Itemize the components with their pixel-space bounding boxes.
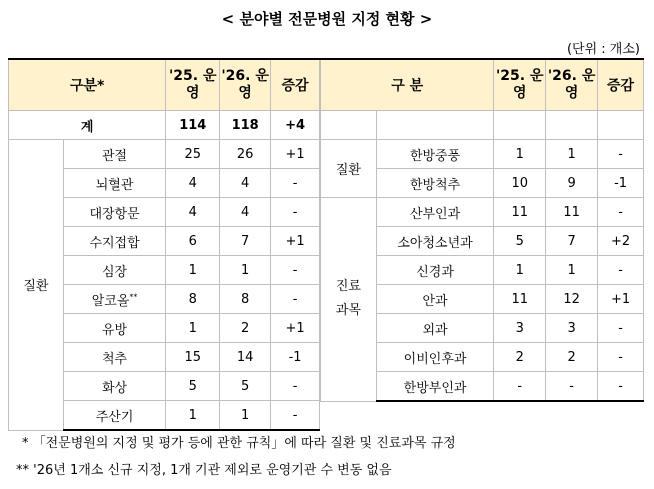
- row-change: -: [598, 198, 644, 227]
- row-name: 주산기: [63, 401, 166, 431]
- left-total-y26: 118: [220, 111, 271, 140]
- left-header-y26: '26. 운영: [220, 59, 271, 111]
- row-change: -: [271, 256, 320, 285]
- group2-label-line1: 진료: [335, 279, 361, 295]
- row-name: 화상: [63, 372, 166, 401]
- row-y25: 4: [166, 169, 220, 198]
- row-y26: 4: [220, 169, 271, 198]
- row-y25: 11: [494, 198, 546, 227]
- row-y25: 1: [166, 256, 220, 285]
- row-name: 척추: [63, 343, 166, 372]
- row-name: 한방부인과: [376, 372, 494, 402]
- row-change: -: [598, 140, 644, 169]
- page-title: < 분야별 전문병원 지정 현황 >: [221, 10, 433, 28]
- footnote-marker: **: [129, 292, 138, 302]
- table-row: [9, 140, 320, 169]
- table-row: [321, 140, 644, 169]
- row-change: -: [598, 372, 644, 402]
- row-change: -1: [598, 169, 644, 198]
- row-y25: 1: [166, 401, 220, 431]
- row-y25: -: [494, 372, 546, 402]
- row-name: 외과: [376, 314, 494, 343]
- row-y25: 3: [494, 314, 546, 343]
- row-name: 관절: [63, 140, 166, 169]
- row-change: +1: [598, 285, 644, 314]
- row-y25: 5: [494, 227, 546, 256]
- row-name: 소아청소년과: [376, 227, 494, 256]
- row-change: -: [598, 343, 644, 372]
- row-y25: 1: [166, 314, 220, 343]
- row-name: 뇌혈관: [63, 169, 166, 198]
- row-change: +1: [271, 140, 320, 169]
- row-y25: 6: [166, 227, 220, 256]
- footnote-2: ** '26년 1개소 신규 지정, 1개 기관 제외로 운영기관 수 변동 없음: [16, 463, 392, 478]
- left-table: [8, 58, 320, 431]
- row-y25: 1: [494, 140, 546, 169]
- right-group1-label: 질환: [321, 140, 377, 198]
- row-y26: 5: [220, 372, 271, 401]
- row-name: 안과: [376, 285, 494, 314]
- row-change: -: [598, 256, 644, 285]
- row-y25: 11: [494, 285, 546, 314]
- row-y25: 4: [166, 198, 220, 227]
- right-table: [320, 58, 644, 402]
- blank-cell: [546, 111, 598, 140]
- blank-cell: [494, 111, 546, 140]
- row-change: -: [271, 198, 320, 227]
- group2-label-line2: 과목: [335, 303, 361, 319]
- row-change: -: [271, 372, 320, 401]
- right-header-y26: '26. 운영: [546, 59, 598, 111]
- table-row: [321, 198, 644, 227]
- row-name: 이비인후과: [376, 343, 494, 372]
- row-y25: 5: [166, 372, 220, 401]
- blank-cell: [376, 111, 494, 140]
- right-blank-row: [321, 111, 644, 140]
- row-change: +1: [271, 314, 320, 343]
- left-total-row: [9, 111, 320, 140]
- row-y26: 26: [220, 140, 271, 169]
- row-y26: 3: [546, 314, 598, 343]
- left-header-y25: '25. 운영: [166, 59, 220, 111]
- row-y25: 15: [166, 343, 220, 372]
- row-change: +2: [598, 227, 644, 256]
- row-y26: 1: [546, 256, 598, 285]
- row-change: +1: [271, 227, 320, 256]
- row-name: 한방중풍: [376, 140, 494, 169]
- right-header-row: [321, 59, 644, 111]
- row-y26: 1: [546, 140, 598, 169]
- row-y26: 1: [220, 256, 271, 285]
- row-y26: 2: [220, 314, 271, 343]
- row-y26: 2: [546, 343, 598, 372]
- row-name: 심장: [63, 256, 166, 285]
- row-change: -: [598, 314, 644, 343]
- row-name-text: 알코올: [91, 293, 130, 309]
- row-name: 한방척추: [376, 169, 494, 198]
- left-total-y25: 114: [166, 111, 220, 140]
- row-y26: 11: [546, 198, 598, 227]
- row-y26: 8: [220, 285, 271, 314]
- unit-label: (단위 : 개소): [566, 42, 640, 57]
- left-header-category: 구분*: [9, 59, 166, 111]
- row-y25: 2: [494, 343, 546, 372]
- row-y26: 12: [546, 285, 598, 314]
- row-y25: 8: [166, 285, 220, 314]
- row-name: 신경과: [376, 256, 494, 285]
- row-name: 수지접합: [63, 227, 166, 256]
- row-y26: 14: [220, 343, 271, 372]
- row-name: 대장항문: [63, 198, 166, 227]
- left-total-label: 계: [9, 111, 166, 140]
- row-y26: 9: [546, 169, 598, 198]
- row-y26: 7: [546, 227, 598, 256]
- row-name: [63, 285, 166, 314]
- row-change: -1: [271, 343, 320, 372]
- row-name: 유방: [63, 314, 166, 343]
- row-y26: -: [546, 372, 598, 402]
- footnote-1: * 「전문병원의 지정 및 평가 등에 관한 규칙」에 따라 질환 및 진료과목 규정: [22, 436, 456, 451]
- blank-cell: [598, 111, 644, 140]
- blank-cell: [321, 111, 377, 140]
- row-y25: 1: [494, 256, 546, 285]
- row-y26: 4: [220, 198, 271, 227]
- right-header-change: 증감: [598, 59, 644, 111]
- right-header-y25: '25. 운영: [494, 59, 546, 111]
- row-y26: 7: [220, 227, 271, 256]
- left-header-change: 증감: [271, 59, 320, 111]
- right-header-category: 구 분: [321, 59, 494, 111]
- row-change: -: [271, 169, 320, 198]
- left-group-label: 질환: [9, 140, 64, 431]
- left-total-change: +4: [271, 111, 320, 140]
- row-y25: 10: [494, 169, 546, 198]
- left-header-row: [9, 59, 320, 111]
- row-name: 산부인과: [376, 198, 494, 227]
- row-y25: 25: [166, 140, 220, 169]
- row-change: -: [271, 285, 320, 314]
- row-change: -: [271, 401, 320, 431]
- right-group2-label: [321, 198, 377, 402]
- row-y26: 1: [220, 401, 271, 431]
